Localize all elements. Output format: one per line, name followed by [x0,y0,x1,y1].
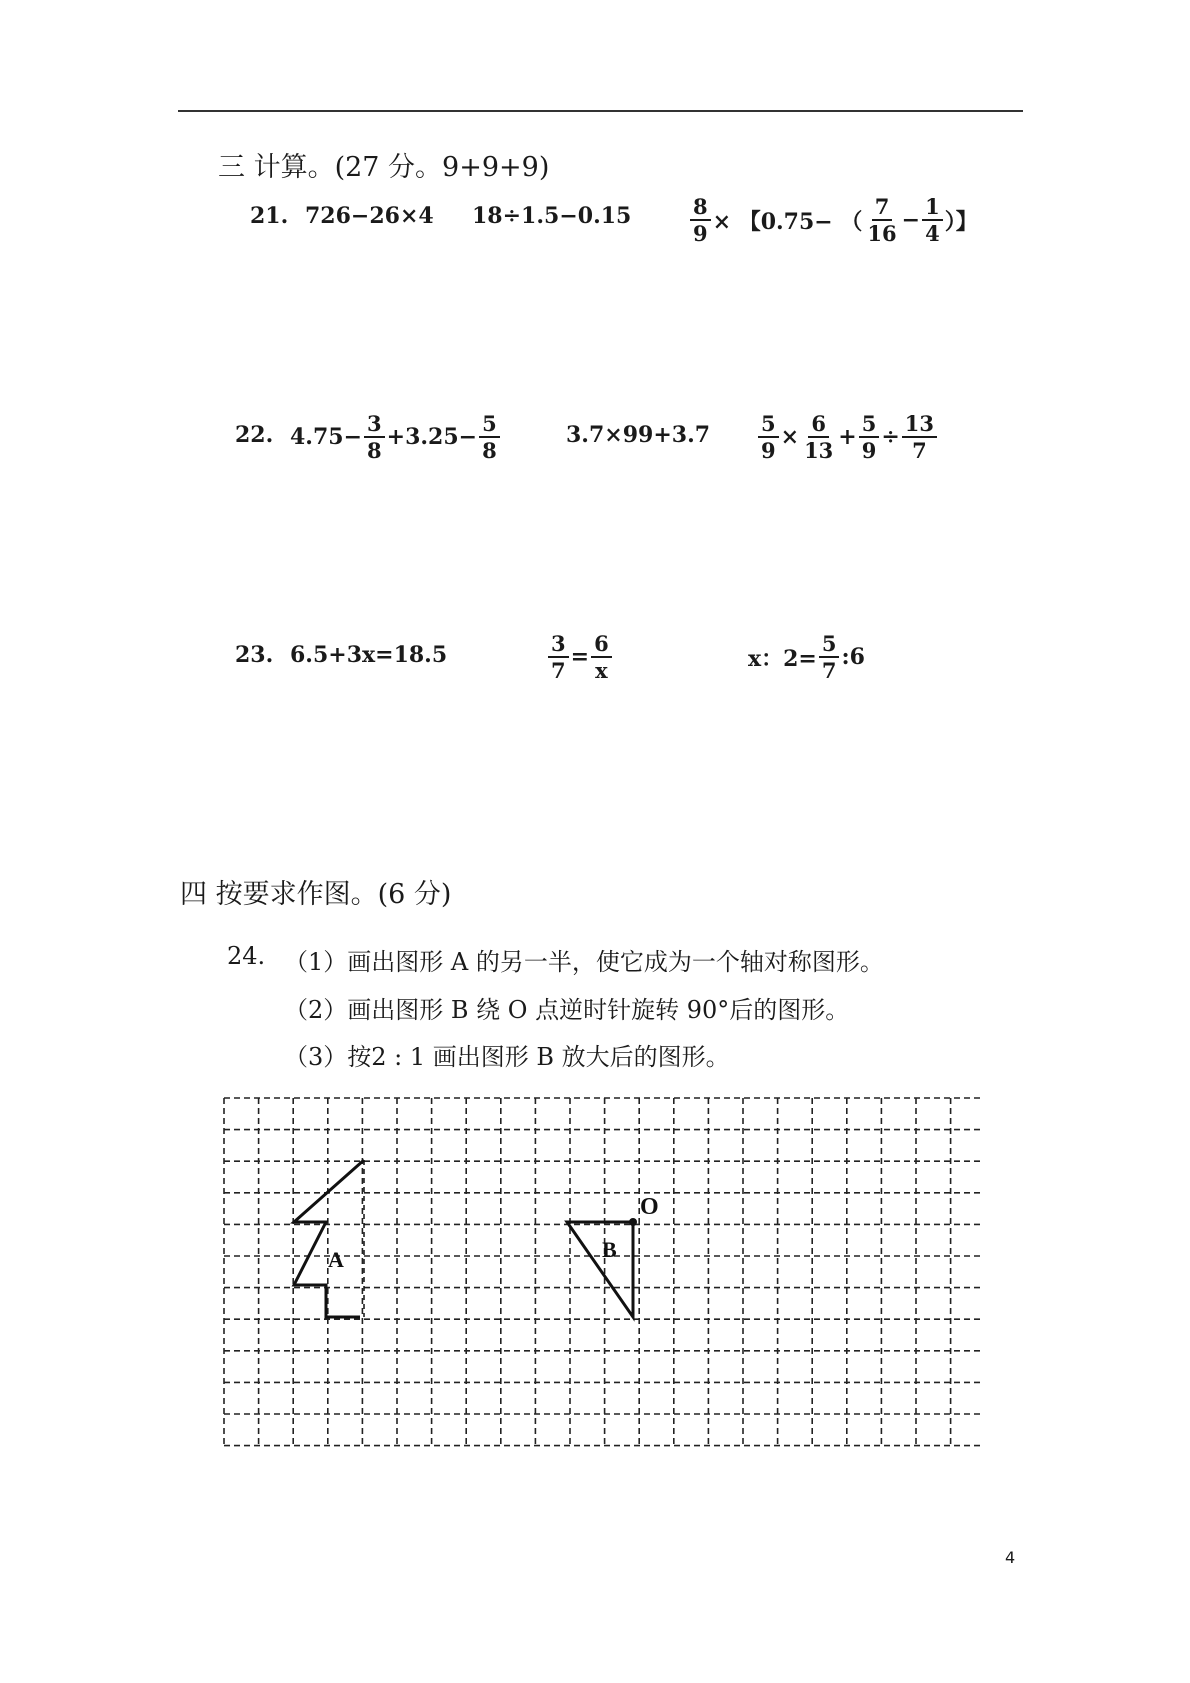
q24-line-3: （3）按2 : 1 画出图形 B 放大后的图形。 [284,1043,730,1071]
shape-a [294,1160,364,1317]
q23-expr-3: x：2= $\frac{5}{7}$ :6 [748,631,865,683]
section-3-title: 三 计算。(27 分。9+9+9) [218,152,550,183]
q21-expr-1: 726−26×4 [305,203,434,229]
q21-expr-2: 18÷1.5−0.15 [472,203,632,229]
fraction: $\frac{8}{9}$ [690,196,711,244]
header-rule [178,110,1023,112]
fraction: $\frac{3}{7}$ [548,633,569,681]
q22-expr-1: 4.75− $\frac{3}{8}$ +3.25− $\frac{5}{8}$ [290,413,502,461]
q23-expr-2: $\frac{3}{7}$ = $\frac{6}{x}$ [546,633,614,681]
fraction: $\frac{7}{16}$ [867,194,897,246]
page-number: 4 [1005,1548,1016,1567]
label-a: A [328,1247,344,1272]
label-o: O [640,1194,659,1220]
q21-expr-3: $\frac{8}{9}$ × 【0.75− （ $\frac{7}{16}$ − $\frac{1}{4}$ ）】 [688,196,978,244]
q21-number: 21. [250,203,289,229]
fraction: $\frac{6}{13}$ [804,411,834,463]
fraction: $\frac{3}{8}$ [364,413,385,461]
fraction: $\frac{1}{4}$ [922,196,943,244]
fraction: $\frac{13}{7}$ [902,413,937,461]
fraction: $\frac{5}{9}$ [859,413,880,461]
drawing-grid [210,1090,980,1450]
point-o [629,1218,637,1226]
q24-line-1: （1）画出图形 A 的另一半，使它成为一个轴对称图形。 [284,948,884,976]
q22-expr-2: 3.7×99+3.7 [566,422,711,448]
q23-number: 23. [235,642,274,668]
section-4-title: 四 按要求作图。(6 分) [180,879,452,910]
q22-number: 22. [235,422,274,448]
q24-number: 24. [227,942,266,970]
fraction: $\frac{5}{8}$ [479,413,500,461]
fraction: $\frac{5}{7}$ [819,633,840,681]
label-b: B [602,1237,617,1262]
q22-expr-3: $\frac{5}{9}$ × $\frac{6}{13}$ + $\frac{5}{9}$ ÷ $\frac{13}{7}$ [756,413,939,461]
q23-expr-1: 6.5+3x=18.5 [290,642,448,668]
q24-line-2: （2）画出图形 B 绕 O 点逆时针旋转 90°后的图形。 [284,996,850,1024]
shape-b [567,1222,633,1317]
fraction: $\frac{5}{9}$ [758,413,779,461]
fraction: $\frac{6}{x}$ [591,633,612,681]
